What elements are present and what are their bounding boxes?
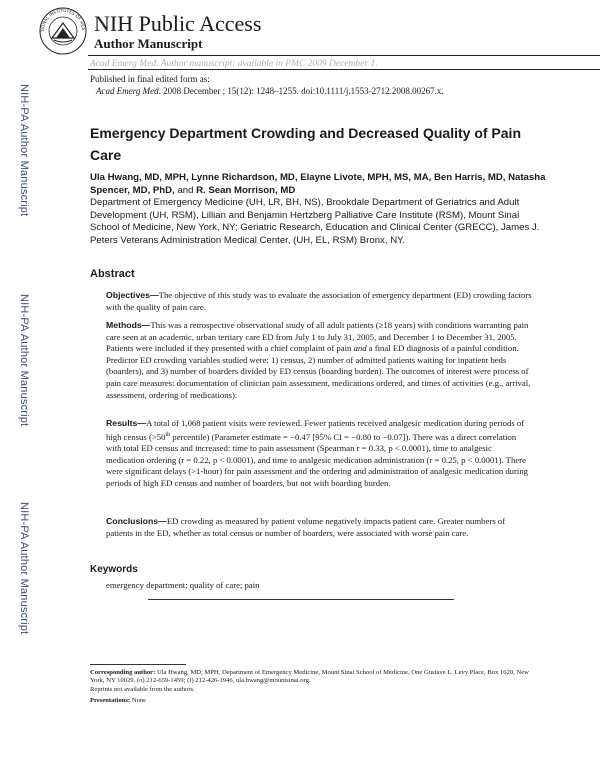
author-manuscript-label: Author Manuscript xyxy=(94,36,203,51)
logo-lettering: TIONAL INSTITUTES OF HEA xyxy=(40,8,86,33)
authors-part-2: R. Sean Morrison, MD xyxy=(196,184,296,196)
svg-text:NATIONAL INSTITUTES OF HEALTH xyxy=(38,6,86,33)
objectives-label: Objectives— xyxy=(106,290,159,300)
objectives-text: The objective of this study was to evaluate the association of emergency department (ED) crowding factors with the quality of pain care. xyxy=(106,290,532,312)
results-label: Results— xyxy=(106,418,147,428)
abstract-heading: Abstract xyxy=(90,268,135,280)
nih-seal-logo xyxy=(38,6,88,56)
methods-and: and xyxy=(353,343,367,354)
author-list xyxy=(90,172,550,197)
article-title: Emergency Department Crowding and Decreased Quality of Pain Care xyxy=(90,125,521,163)
keywords-heading: Keywords xyxy=(90,564,138,575)
corr-label: Corresponding author: xyxy=(90,669,156,676)
abstract-objectives xyxy=(106,290,532,313)
nih-public-access-title: NIH Public Access xyxy=(94,11,262,36)
side-watermark-top: NIH-PA Author Manuscript xyxy=(18,84,30,217)
citation xyxy=(96,86,444,97)
presentations-text: None xyxy=(131,697,147,704)
citation-details: . 2008 December ; 15(12): 1248–1255. doi:10.1111/j.1553-2712.2008.00267.x. xyxy=(158,86,444,96)
methods-label: Methods— xyxy=(106,320,151,330)
corresponding-author-note xyxy=(90,669,530,694)
results-superscript: th xyxy=(165,431,171,438)
methods-text-1: This was a retrospective observational study of all adult patients (≥18 years) with conditions warranting pain care seen at an academic, urban tertiary care ED from July 1 to July 31, 2005, and December 1 to December 31, 2005. Patients were included if they presented with a chief complaint of pain xyxy=(106,320,529,354)
abstract-conclusions xyxy=(106,516,532,539)
conclusions-text: ED crowding as measured by patient volume negatively impacts patient care. Greater numbers of patients in the ED, whether as total census or number of boarders, were associated with worse pain care. xyxy=(106,516,506,538)
affiliations: Department of Emergency Medicine (UH, LR, BH, NS), Brookdale Department of Geriatrics and Adult Development (UH, RSM), Lillian and Benjamin Hertzberg Palliative Care Institute (RSM), Mount Sinai School of Medicine, New York, NY; Geriatric Research, Education and Clinical Center (GRECC), James J. Peters Veterans Administration Medical Center, (UH, EL, RSM) Bronx, NY. xyxy=(90,197,540,246)
authors-and: and xyxy=(177,184,194,196)
authors-part-1: Ula Hwang, MD, MPH, Lynne Richardson, MD, Elayne Livote, MPH, MS, MA, Ben Harris, MD, Natasha Spencer, MD, PhD, xyxy=(90,172,546,196)
results-text-1: A total of 1,068 patient visits were reviewed. Fewer patients received analgesic medication during periods of high census (>50 xyxy=(106,418,525,442)
abstract-results xyxy=(106,418,532,489)
section-divider xyxy=(148,599,454,600)
conclusions-label: Conclusions— xyxy=(106,516,167,526)
availability-note: Acad Emerg Med. Author manuscript; available in PMC 2009 December 1. xyxy=(90,59,378,69)
citation-journal: Acad Emerg Med xyxy=(96,86,159,96)
keywords-text: emergency department; quality of care; pain xyxy=(106,580,260,590)
published-label: Published in final edited form as: xyxy=(90,74,210,84)
corr-text: Ula Hwang, MD, MPH, Department of Emergency Medicine, Mount Sinai School of Medicine, One Gustave L. Levy Place, Box 1620, New York, NY 10029. (o) 212-659-1459; (f) 212-426-1946, ula.hwang@mountsinai.org. xyxy=(90,669,529,685)
side-watermark-middle: NIH-PA Author Manuscript xyxy=(18,294,30,427)
abstract-methods xyxy=(106,320,532,401)
presentations-label: Presentations: xyxy=(90,697,131,704)
side-watermark-bottom: NIH-PA Author Manuscript xyxy=(18,502,30,635)
presentations-note xyxy=(90,697,146,705)
results-text-2: percentile) (Parameter estimate = −0.47 [95% CI = −0.80 to −0.07]). There was a direct correlation with total ED census and increased: time to pain assessment (Spearman r = 0.33, p < 0.0001), time to analgesic medication ordering (r = 0.22, p < 0.0001), and time to analgesic medication administration (r = 0.25, p < 0.0001). There were significant delays (>1-hour) for pain assessment and the ordering and administration of analgesic medication during periods of high ED census and number of boarders, but not with boarding burden. xyxy=(106,431,529,488)
header-rule xyxy=(88,55,600,56)
reprints-note: Reprints not available from the authors. xyxy=(90,685,195,693)
methods-text-2: a final ED diagnosis of a painful condition. Predictor ED crowding variables studied were: 1) census, 2) number of admitted patients waiting for inpatient beds (boarders), and 3) number of boarders divided by ED census (boarding burden). The outcomes of interest were process of pain care measures: documentation of clinician pain assessment, medications ordered, and times of activities (e.g., arrival, assessment, ordering of medications). xyxy=(106,343,531,400)
footnote-rule xyxy=(90,664,186,665)
header-rule-lower xyxy=(88,69,600,70)
